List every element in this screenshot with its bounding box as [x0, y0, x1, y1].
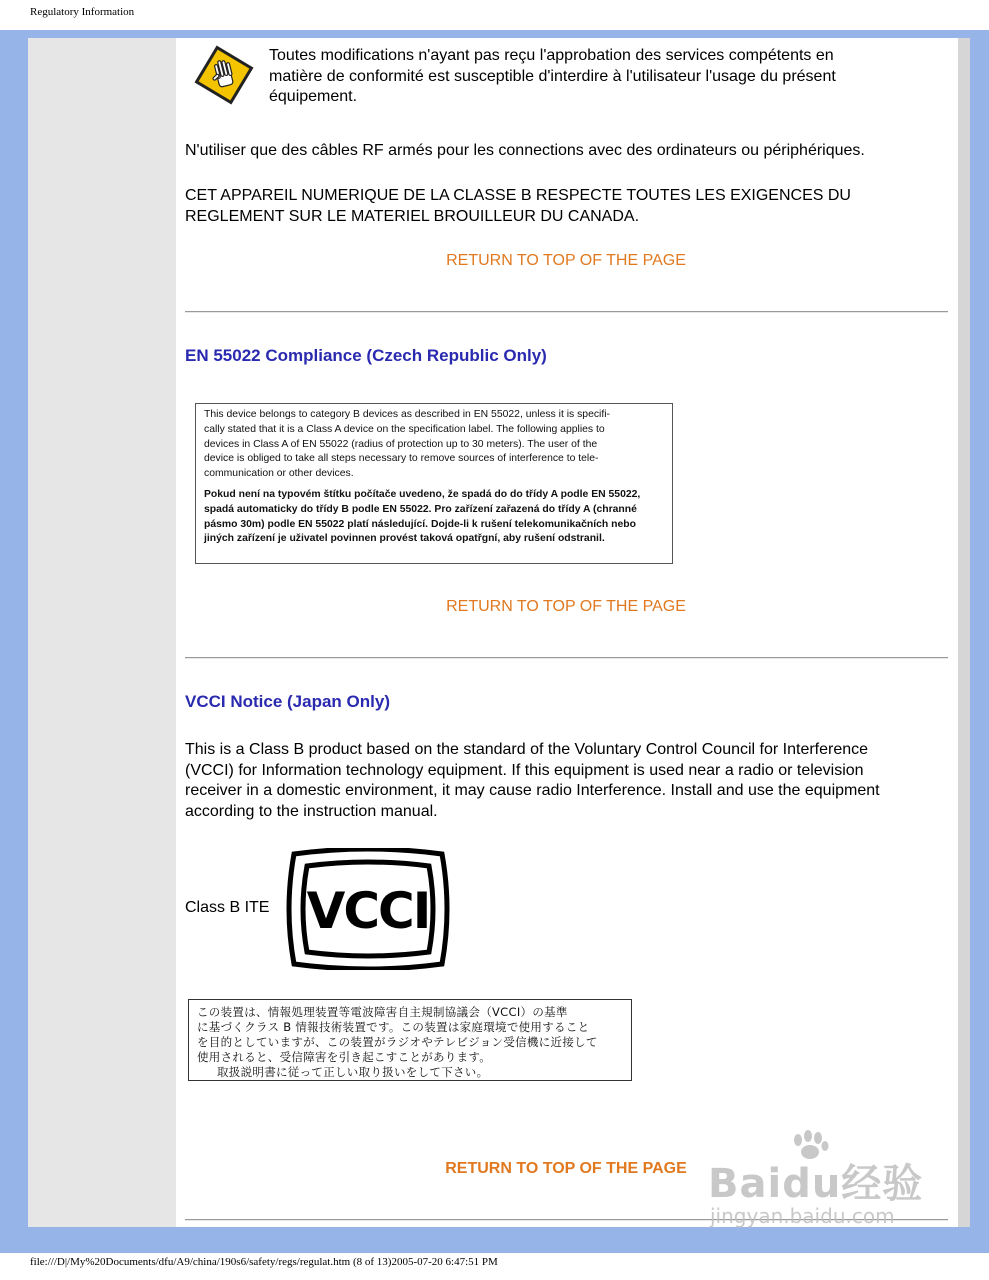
- warning-line: matière de conformité est susceptible d'interdire à l'utilisateur l'usage du présent: [269, 67, 836, 85]
- vcci-logo: [286, 848, 450, 970]
- vcci-line: receiver in a domestic environment, it may cause radio Interference. Install and use the equipment: [185, 782, 880, 799]
- japanese-line: を目的としていますが、この装置がラジオやテレビジョン受信機に近接して: [197, 1035, 598, 1049]
- vcci-heading: VCCI Notice (Japan Only): [185, 692, 390, 711]
- return-to-top-link[interactable]: RETURN TO TOP OF THE PAGE: [446, 252, 686, 269]
- en55022-english-text: [204, 408, 664, 482]
- notice-line: devices in Class A of EN 55022 (radius of protection up to 30 meters). The user of the: [204, 438, 598, 450]
- warning-line: Toutes modifications n'ayant pas reçu l'approbation des services compétents en: [269, 47, 834, 64]
- right-border-strip: [958, 38, 970, 1227]
- japanese-line: 取扱説明書に従って正しい取り扱いをして下さい。: [217, 1065, 489, 1079]
- class-b-ite-label: Class B ITE: [185, 899, 270, 916]
- print-footer: file:///D|/My%20Documents/dfu/A9/china/190s6/safety/regs/regulat.htm (8 of 13)2005-07-20 6:47:51 PM: [30, 1256, 498, 1268]
- return-to-top-link[interactable]: RETURN TO TOP OF THE PAGE: [445, 1160, 687, 1177]
- baidu-watermark: [700, 1128, 940, 1238]
- notice-line: spadá automaticky do třídy B podle EN 55022. Pro zařízení zařazená do třídy A (chranné: [204, 503, 637, 515]
- vcci-line: This is a Class B product based on the standard of the Voluntary Control Council for Interference: [185, 741, 869, 758]
- notice-line: cally stated that it is a Class A device on the specification label. The following applies to: [204, 423, 605, 435]
- notice-line: device is obliged to take all steps necessary to remove sources of interference to tele-: [204, 453, 599, 465]
- section-divider: [185, 311, 948, 313]
- notice-line: This device belongs to category B devices as described in EN 55022, unless it is specifi-: [204, 409, 611, 420]
- en55022-heading: EN 55022 Compliance (Czech Republic Only): [185, 346, 547, 365]
- print-header: Regulatory Information: [30, 6, 135, 18]
- section-divider: [185, 657, 948, 659]
- warning-line: équipement.: [269, 88, 358, 105]
- notice-line: communication or other devices.: [204, 468, 354, 480]
- vcci-logo-text: VCCI: [306, 882, 430, 940]
- left-sidebar-column: [28, 38, 176, 1227]
- japanese-line: 使用されると、受信障害を引き起こすことがあります。: [197, 1050, 492, 1064]
- vcci-line: (VCCI) for Information technology equipment. If this equipment is used near a radio or television: [185, 761, 864, 779]
- notice-line: Pokud není na typovém štítku počítače uvedeno, že spadá do do třídy A podle EN 55022,: [204, 488, 641, 500]
- vcci-line: according to the instruction manual.: [185, 802, 438, 820]
- japanese-line: に基づくクラス B 情報技術装置です。この装置は家庭環境で使用すること: [197, 1020, 590, 1034]
- watermark-url: jingyan.baidu.com: [710, 1204, 895, 1228]
- japanese-line: この装置は、情報処理装置等電波障害自主規制協議会（VCCI）の基準: [197, 1005, 568, 1019]
- class-b-line: CET APPAREIL NUMERIQUE DE LA CLASSE B RESPECTE TOUTES LES EXIGENCES DU: [185, 187, 851, 204]
- notice-line: jiných zařízení je uživatel povinnen provést taková opatřgní, aby rušení odstranil.: [204, 533, 605, 545]
- en55022-notice-image: [195, 403, 673, 564]
- canada-warning-text: [269, 46, 949, 108]
- cable-notice: N'utiliser que des câbles RF armés pour les connections avec des ordinateurs ou périphériques.: [185, 142, 865, 159]
- class-b-canada-statement: [185, 186, 955, 227]
- notice-line: pásmo 30m) podle EN 55022 platí následující. Dojde-li k rušení telekomunikačních nebo: [204, 518, 636, 530]
- en55022-czech-text: [204, 488, 664, 547]
- vcci-japanese-notice-image: [188, 999, 632, 1081]
- caution-hand-icon: [193, 44, 255, 106]
- watermark-brand: Baidu经验: [708, 1161, 924, 1207]
- vcci-body-text: [185, 740, 955, 822]
- return-to-top-link[interactable]: RETURN TO TOP OF THE PAGE: [446, 598, 686, 615]
- class-b-line: REGLEMENT SUR LE MATERIEL BROUILLEUR DU CANADA.: [185, 207, 640, 225]
